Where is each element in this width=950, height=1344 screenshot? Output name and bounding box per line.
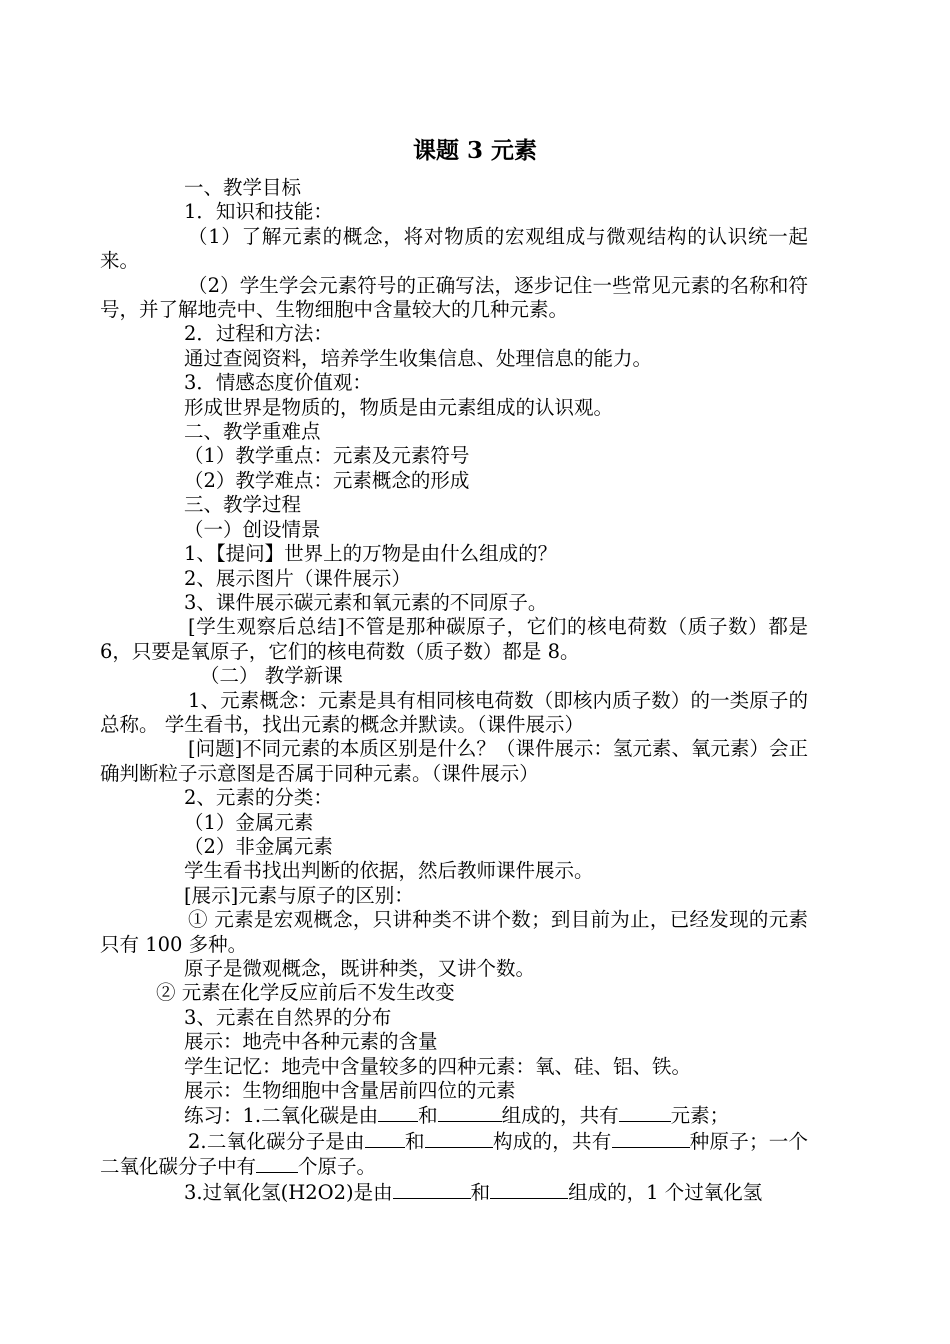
distribution-heading: 3、元素在自然界的分布 bbox=[184, 1005, 392, 1029]
student-summary: [学生观察后总结]不管是那种碳原子，它们的核电荷数（质子数）都是 6，只要是氧原子，它们的核电荷数（质子数）都是 8。 bbox=[100, 615, 808, 663]
scene-item-2: 2、展示图片（课件展示） bbox=[184, 566, 411, 590]
exercise-2-text-a: 2.二氧化碳分子是由 bbox=[188, 1129, 365, 1153]
answer-blank[interactable] bbox=[256, 1154, 298, 1173]
exercise-1-text-a: 练习：1.二氧化碳是由 bbox=[184, 1104, 379, 1128]
answer-blank[interactable] bbox=[438, 1103, 502, 1122]
exercise-3-text-b: 和 bbox=[470, 1180, 491, 1204]
exercise-3-text-c: 组成的，1 个过氧化氢 bbox=[568, 1180, 763, 1204]
exercise-1-text-d: 元素； bbox=[670, 1104, 730, 1128]
step-heading-new-lesson: （二） 教学新课 bbox=[200, 664, 343, 688]
atom-concept: 原子是微观概念，既讲种类，又讲个数。 bbox=[184, 957, 536, 980]
exercise-2-text-b: 和 bbox=[404, 1129, 425, 1153]
answer-blank[interactable] bbox=[490, 1180, 568, 1199]
process-text: 通过查阅资料，培养学生收集信息、处理信息的能力。 bbox=[184, 346, 653, 370]
key-point-2: （2）教学难点：元素概念的形成 bbox=[184, 468, 470, 492]
step-heading-scene: （一）创设情景 bbox=[184, 517, 321, 541]
objective-paragraph-1: （1）了解元素的概念，将对物质的宏观组成与微观结构的认识统一起来。 bbox=[100, 224, 808, 273]
exercise-2 bbox=[100, 1129, 808, 1180]
exercise-2-text-c: 构成的，共有 bbox=[492, 1129, 612, 1153]
answer-blank[interactable] bbox=[365, 1129, 405, 1148]
difference-point-1: ① 元素是宏观概念，只讲种类不讲个数；到目前为止，已经发现的元素只有 100 多种。 bbox=[100, 908, 808, 956]
scene-item-1: 1、【提问】世界上的万物是由什么组成的？ bbox=[184, 542, 558, 566]
classification-nonmetal: （2）非金属元素 bbox=[184, 834, 333, 858]
scene-item-3: 3、课件展示碳元素和氧元素的不同原子。 bbox=[184, 590, 548, 614]
exercise-3-text-a: 3.过氧化氢(H2O2)是由 bbox=[184, 1180, 393, 1204]
cell-display: 展示：生物细胞中含量居前四位的元素 bbox=[184, 1079, 516, 1103]
answer-blank[interactable] bbox=[619, 1103, 671, 1122]
classification-metal: （1）金属元素 bbox=[184, 810, 314, 834]
difference-heading: [展示]元素与原子的区别： bbox=[184, 883, 414, 907]
subheading-knowledge: 1．知识和技能： bbox=[184, 200, 333, 224]
crust-display: 展示：地壳中各种元素的含量 bbox=[184, 1030, 438, 1054]
crust-memory: 学生记忆：地壳中含量较多的四种元素：氧、硅、铝、铁。 bbox=[184, 1054, 692, 1078]
subheading-process: 2．过程和方法： bbox=[184, 322, 333, 346]
element-concept: 1、元素概念：元素是具有相同核电荷数（即核内质子数）的一类原子的总称。 学生看书，找出元素的概念并默读。（课件展示） bbox=[100, 688, 808, 736]
exercise-2-text-e: 个原子。 bbox=[298, 1155, 377, 1179]
answer-blank[interactable] bbox=[425, 1129, 493, 1148]
key-point-1: （1）教学重点：元素及元素符号 bbox=[184, 444, 470, 468]
section-heading-objectives: 一、教学目标 bbox=[184, 176, 302, 199]
section-heading-key-points: 二、教学重难点 bbox=[184, 420, 321, 444]
reading-instruction: 学生看书找出判断的依据，然后教师课件展示。 bbox=[184, 859, 594, 883]
answer-blank[interactable] bbox=[612, 1129, 690, 1148]
objective-paragraph-2: （2）学生学会元素符号的正确写法，逐步记住一些常见元素的名称和符号，并了解地壳中、生物细胞中含量较大的几种元素。 bbox=[100, 273, 808, 322]
answer-blank[interactable] bbox=[378, 1103, 418, 1122]
exercise-1-text-b: 和 bbox=[418, 1104, 438, 1128]
exercise-1-text-c: 组成的，共有 bbox=[501, 1104, 619, 1128]
attitude-text: 形成世界是物质的，物质是由元素组成的认识观。 bbox=[184, 395, 614, 419]
exercise-3 bbox=[144, 1180, 808, 1205]
exercise-2-text-d: 种原子；一个二氧化碳分子中有 bbox=[100, 1129, 808, 1179]
section-heading-process: 三、教学过程 bbox=[184, 493, 302, 517]
answer-blank[interactable] bbox=[393, 1180, 471, 1199]
classification-heading: 2、元素的分类： bbox=[184, 786, 333, 810]
exercise-1 bbox=[144, 1103, 808, 1128]
document-title: 课题 3 元素 bbox=[412, 137, 538, 164]
difference-point-2: ② 元素在化学反应前后不发生改变 bbox=[156, 981, 455, 1005]
question-paragraph: [问题]不同元素的本质区别是什么？（课件展示：氢元素、氧元素）会正确判断粒子示意图是否属于同种元素。（课件展示） bbox=[100, 737, 808, 785]
subheading-attitude: 3．情感态度价值观： bbox=[184, 371, 372, 395]
document-body bbox=[100, 176, 808, 1205]
